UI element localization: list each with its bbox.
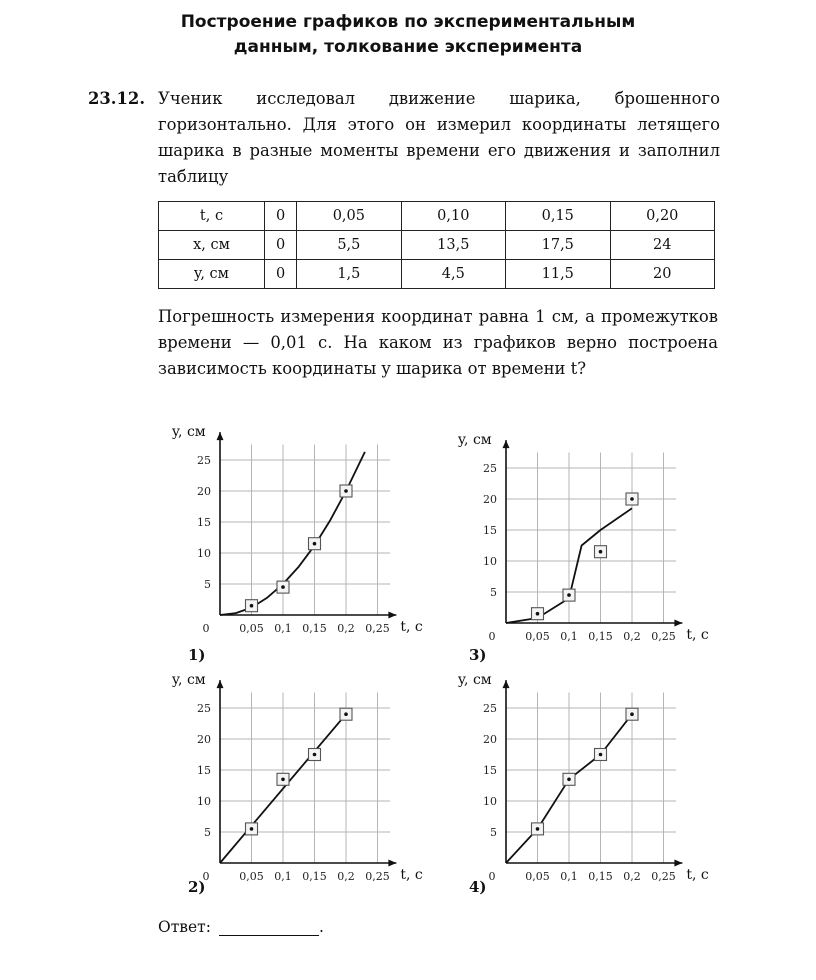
- y-tick-label: 25: [197, 702, 211, 715]
- table-cell: 0: [265, 260, 297, 289]
- answer-blank[interactable]: [219, 919, 319, 936]
- table-cell: 4,5: [401, 260, 505, 289]
- heading-line-1: Построение графиков по экспериментальным: [180, 12, 636, 32]
- y-axis-label: y, см: [458, 432, 492, 449]
- data-point: [344, 712, 348, 716]
- y-tick-label: 10: [483, 795, 497, 808]
- row-label-x: x, см: [159, 231, 265, 260]
- y-tick-label: 10: [197, 547, 211, 560]
- origin-label: 0: [202, 622, 210, 635]
- table-cell: 11,5: [506, 260, 610, 289]
- y-tick-label: 5: [204, 826, 211, 839]
- graph-2: [160, 668, 430, 893]
- table-cell: 24: [610, 231, 714, 260]
- y-axis-arrow: [503, 440, 510, 448]
- y-tick-label: 15: [197, 764, 211, 777]
- data-table: [158, 201, 715, 289]
- data-point: [567, 593, 571, 597]
- table-cell: 13,5: [401, 231, 505, 260]
- data-point: [536, 612, 540, 616]
- table-row: [159, 202, 715, 231]
- x-tick-label: 0,05: [525, 870, 550, 883]
- row-label-y: y, см: [159, 260, 265, 289]
- y-tick-label: 5: [490, 826, 497, 839]
- table-cell: 0,20: [610, 202, 714, 231]
- x-tick-label: 0,1: [274, 622, 292, 635]
- y-tick-label: 20: [197, 733, 211, 746]
- y-tick-label: 15: [483, 524, 497, 537]
- data-point: [344, 489, 348, 493]
- x-tick-label: 0,2: [337, 870, 355, 883]
- x-tick-label: 0,2: [337, 622, 355, 635]
- y-tick-label: 5: [204, 578, 211, 591]
- data-point: [630, 712, 634, 716]
- y-tick-label: 5: [490, 586, 497, 599]
- x-tick-label: 0,2: [623, 630, 641, 643]
- data-point: [599, 753, 603, 757]
- x-tick-label: 0,15: [302, 622, 327, 635]
- x-tick-label: 0,25: [365, 870, 390, 883]
- graph-1-label: 1): [188, 646, 206, 664]
- x-axis-arrow: [388, 612, 396, 619]
- data-point: [536, 827, 540, 831]
- x-tick-label: 0,05: [525, 630, 550, 643]
- x-tick-label: 0,05: [239, 622, 264, 635]
- graph-curve: [220, 452, 365, 615]
- problem-question: Погрешность измерения координат равна 1 см, а промежутков времени — 0,01 с. На каком из графиков верно построена зависимость координаты y шарика от времени t?: [158, 307, 718, 378]
- x-tick-label: 0,15: [588, 870, 613, 883]
- problem-number: 23.12.: [88, 89, 146, 108]
- y-axis-label: y, см: [458, 672, 492, 689]
- data-point: [281, 778, 285, 782]
- x-tick-label: 0,2: [623, 870, 641, 883]
- table-cell: 0,15: [506, 202, 610, 231]
- data-point: [630, 497, 634, 501]
- y-tick-label: 15: [483, 764, 497, 777]
- x-tick-label: 0,25: [651, 870, 676, 883]
- graph-2-label: 2): [188, 878, 206, 896]
- y-axis-arrow: [217, 680, 224, 688]
- y-axis-arrow: [503, 680, 510, 688]
- y-tick-label: 10: [483, 555, 497, 568]
- x-axis-arrow: [388, 860, 396, 867]
- data-point: [281, 585, 285, 589]
- section-heading: [0, 10, 816, 60]
- y-tick-label: 25: [197, 454, 211, 467]
- y-tick-label: 15: [197, 516, 211, 529]
- table-cell: 20: [610, 260, 714, 289]
- graph-4: [446, 668, 716, 893]
- problem-text: Ученик исследовал движение шарика, брошенного горизонтально. Для этого он измерил координаты летящего шарика в разные моменты времени его движения и заполнил таблицу: [158, 89, 720, 186]
- data-point: [250, 827, 254, 831]
- x-tick-label: 0,1: [274, 870, 292, 883]
- answer-line: [158, 918, 324, 936]
- x-axis-label: t, с: [400, 619, 423, 635]
- graph-4-label: 4): [469, 878, 487, 896]
- y-tick-label: 20: [483, 733, 497, 746]
- y-axis-label: y, см: [172, 672, 206, 689]
- table-cell: 5,5: [297, 231, 401, 260]
- data-point: [599, 550, 603, 554]
- table-cell: 0: [265, 231, 297, 260]
- origin-label: 0: [202, 870, 210, 883]
- table-cell: 1,5: [297, 260, 401, 289]
- x-tick-label: 0,25: [365, 622, 390, 635]
- graph-3: [446, 428, 716, 653]
- table-row: [159, 231, 715, 260]
- answer-end: .: [318, 918, 324, 936]
- table-cell: 0,10: [401, 202, 505, 231]
- y-axis-label: y, см: [172, 424, 206, 441]
- y-tick-label: 25: [483, 702, 497, 715]
- x-tick-label: 0,15: [302, 870, 327, 883]
- answer-label: Ответ:: [158, 918, 211, 936]
- y-axis-arrow: [217, 432, 224, 440]
- x-axis-label: t, с: [686, 627, 709, 643]
- heading-line-2: данным, толкование эксперимента: [233, 37, 583, 57]
- y-tick-label: 25: [483, 462, 497, 475]
- table-cell: 0: [265, 202, 297, 231]
- x-tick-label: 0,25: [651, 630, 676, 643]
- origin-label: 0: [488, 870, 496, 883]
- x-axis-label: t, с: [686, 867, 709, 883]
- y-tick-label: 10: [197, 795, 211, 808]
- y-tick-label: 20: [197, 485, 211, 498]
- x-axis-arrow: [674, 860, 682, 867]
- x-tick-label: 0,1: [560, 630, 578, 643]
- data-point: [567, 778, 571, 782]
- x-axis-arrow: [674, 620, 682, 627]
- data-point: [313, 542, 317, 546]
- data-point: [313, 753, 317, 757]
- x-tick-label: 0,05: [239, 870, 264, 883]
- row-label-t: t, с: [159, 202, 265, 231]
- table-cell: 0,05: [297, 202, 401, 231]
- x-tick-label: 0,1: [560, 870, 578, 883]
- x-axis-label: t, с: [400, 867, 423, 883]
- table-cell: 17,5: [506, 231, 610, 260]
- graph-3-label: 3): [469, 646, 487, 664]
- graph-1: [160, 420, 430, 645]
- y-tick-label: 20: [483, 493, 497, 506]
- x-tick-label: 0,15: [588, 630, 613, 643]
- data-point: [250, 604, 254, 608]
- origin-label: 0: [488, 630, 496, 643]
- table-row: [159, 260, 715, 289]
